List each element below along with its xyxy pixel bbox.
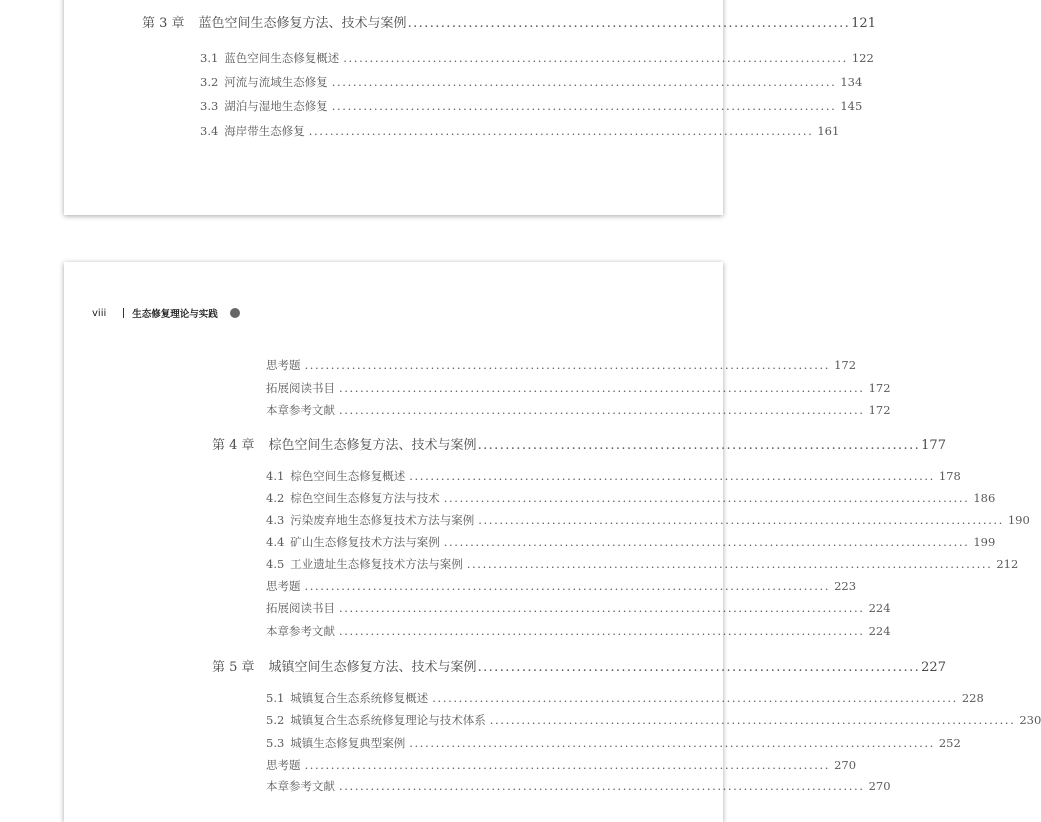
section-title: 思考题 bbox=[266, 358, 301, 372]
toc-entry bbox=[266, 735, 961, 751]
toc-entry bbox=[266, 623, 891, 639]
toc-entry bbox=[266, 512, 1030, 528]
section-page: 172 bbox=[834, 358, 857, 372]
chapter-page: 121 bbox=[851, 16, 876, 31]
section-number: 5.2 bbox=[266, 713, 285, 727]
running-header bbox=[92, 306, 240, 320]
leader-dots: ................................................................................ bbox=[407, 16, 851, 31]
section-title: 思考题 bbox=[266, 758, 301, 772]
leader-dots: .................................................................................................... bbox=[443, 491, 970, 505]
section-title: 城镇复合生态系统修复概述 bbox=[290, 691, 429, 705]
leader-dots: .................................................................................................... bbox=[443, 535, 970, 549]
section-page: 270 bbox=[834, 758, 857, 772]
toc-page-bottom bbox=[64, 262, 1041, 822]
section-number: 3.1 bbox=[200, 51, 219, 65]
chapter-page: 177 bbox=[921, 438, 946, 453]
toc-entry bbox=[266, 690, 984, 706]
leader-dots: ................................................................................ bbox=[477, 438, 921, 453]
toc-entry bbox=[266, 357, 857, 373]
section-number: 3.2 bbox=[200, 75, 219, 89]
leader-dots: .................................................................................................... bbox=[489, 713, 1016, 727]
section-title: 本章参考文献 bbox=[266, 624, 335, 638]
toc-entry bbox=[266, 600, 891, 616]
section-title: 污染废弃地生态修复技术方法与案例 bbox=[290, 513, 475, 527]
section-title: 思考题 bbox=[266, 579, 301, 593]
chapter-title: 蓝色空间生态修复方法、技术与案例 bbox=[198, 16, 407, 31]
section-page: 224 bbox=[868, 601, 891, 615]
section-page: 186 bbox=[973, 491, 996, 505]
section-number: 4.5 bbox=[266, 557, 285, 571]
toc-entry bbox=[266, 712, 1041, 728]
chapter-4-entry bbox=[212, 434, 946, 453]
leader-dots: .................................................................................................... bbox=[339, 624, 865, 638]
leader-dots: .................................................................................................... bbox=[339, 381, 865, 395]
section-page: 122 bbox=[851, 51, 874, 65]
toc-entry bbox=[266, 578, 857, 594]
toc-entry bbox=[266, 534, 996, 550]
leader-dots: .................................................................................................... bbox=[304, 358, 831, 372]
section-title: 蓝色空间生态修复概述 bbox=[224, 51, 340, 65]
page-number-roman: viii bbox=[92, 307, 107, 319]
toc-entry bbox=[200, 74, 863, 90]
header-dot-icon bbox=[230, 308, 240, 318]
section-title: 湖泊与湿地生态修复 bbox=[224, 99, 328, 113]
toc-entry bbox=[200, 98, 863, 114]
section-number: 3.4 bbox=[200, 124, 219, 138]
section-page: 190 bbox=[1007, 513, 1030, 527]
section-title: 工业遗址生态修复技术方法与案例 bbox=[290, 557, 463, 571]
section-title: 矿山生态修复技术方法与案例 bbox=[290, 535, 440, 549]
section-page: 224 bbox=[868, 624, 891, 638]
leader-dots: .................................................................................................... bbox=[478, 513, 1004, 527]
section-title: 河流与流域生态修复 bbox=[224, 75, 328, 89]
section-page: 212 bbox=[996, 557, 1019, 571]
toc-entry bbox=[266, 490, 996, 506]
section-page: 172 bbox=[868, 381, 891, 395]
leader-dots: ................................................................................ bbox=[477, 660, 921, 675]
section-title: 本章参考文献 bbox=[266, 779, 335, 793]
header-divider bbox=[123, 308, 124, 318]
section-page: 270 bbox=[868, 779, 891, 793]
leader-dots: ................................................................................................ bbox=[308, 124, 814, 138]
section-number: 5.3 bbox=[266, 736, 285, 750]
leader-dots: .................................................................................................... bbox=[409, 469, 935, 483]
chapter-label: 第 3 章 bbox=[142, 16, 185, 31]
section-number: 4.2 bbox=[266, 491, 285, 505]
chapter-label: 第 4 章 bbox=[212, 438, 255, 453]
toc-entry bbox=[200, 123, 840, 139]
section-number: 3.3 bbox=[200, 99, 219, 113]
chapter-3-entry bbox=[142, 12, 876, 31]
leader-dots: .................................................................................................... bbox=[339, 403, 865, 417]
leader-dots: .................................................................................................... bbox=[432, 691, 958, 705]
leader-dots: .................................................................................................... bbox=[304, 758, 831, 772]
section-page: 252 bbox=[938, 736, 961, 750]
section-number: 4.4 bbox=[266, 535, 285, 549]
toc-entry bbox=[266, 757, 857, 773]
toc-page-top bbox=[64, 0, 876, 215]
leader-dots: .................................................................................................... bbox=[304, 579, 831, 593]
section-page: 223 bbox=[834, 579, 857, 593]
section-page: 161 bbox=[817, 124, 840, 138]
toc-entry bbox=[266, 556, 1019, 572]
leader-dots: .................................................................................................... bbox=[339, 779, 865, 793]
chapter-label: 第 5 章 bbox=[212, 660, 255, 675]
book-title: 生态修复理论与实践 bbox=[132, 309, 218, 320]
section-page: 230 bbox=[1019, 713, 1041, 727]
section-page: 134 bbox=[840, 75, 863, 89]
section-title: 海岸带生态修复 bbox=[224, 124, 305, 138]
section-page: 145 bbox=[840, 99, 863, 113]
section-page: 228 bbox=[961, 691, 984, 705]
leader-dots: .................................................................................................... bbox=[466, 557, 993, 571]
section-title: 棕色空间生态修复方法与技术 bbox=[290, 491, 440, 505]
toc-entry bbox=[266, 468, 961, 484]
chapter-page: 227 bbox=[921, 660, 946, 675]
section-page: 199 bbox=[973, 535, 996, 549]
leader-dots: .................................................................................................... bbox=[409, 736, 935, 750]
toc-entry bbox=[200, 50, 874, 66]
section-number: 5.1 bbox=[266, 691, 285, 705]
section-title: 拓展阅读书目 bbox=[266, 601, 335, 615]
section-title: 棕色空间生态修复概述 bbox=[290, 469, 406, 483]
chapter-title: 城镇空间生态修复方法、技术与案例 bbox=[268, 660, 477, 675]
section-page: 172 bbox=[868, 403, 891, 417]
leader-dots: .................................................................................................... bbox=[339, 601, 865, 615]
section-title: 拓展阅读书目 bbox=[266, 381, 335, 395]
section-title: 城镇复合生态系统修复理论与技术体系 bbox=[290, 713, 486, 727]
toc-entry bbox=[266, 778, 891, 794]
chapter-5-entry bbox=[212, 656, 946, 675]
chapter-title: 棕色空间生态修复方法、技术与案例 bbox=[268, 438, 477, 453]
section-number: 4.1 bbox=[266, 469, 285, 483]
toc-entry bbox=[266, 380, 891, 396]
section-page: 178 bbox=[938, 469, 961, 483]
leader-dots: ................................................................................................ bbox=[343, 51, 848, 65]
leader-dots: ................................................................................................ bbox=[331, 99, 837, 113]
leader-dots: ................................................................................................ bbox=[331, 75, 837, 89]
section-number: 4.3 bbox=[266, 513, 285, 527]
section-title: 本章参考文献 bbox=[266, 403, 335, 417]
section-title: 城镇生态修复典型案例 bbox=[290, 736, 406, 750]
toc-entry bbox=[266, 402, 891, 418]
